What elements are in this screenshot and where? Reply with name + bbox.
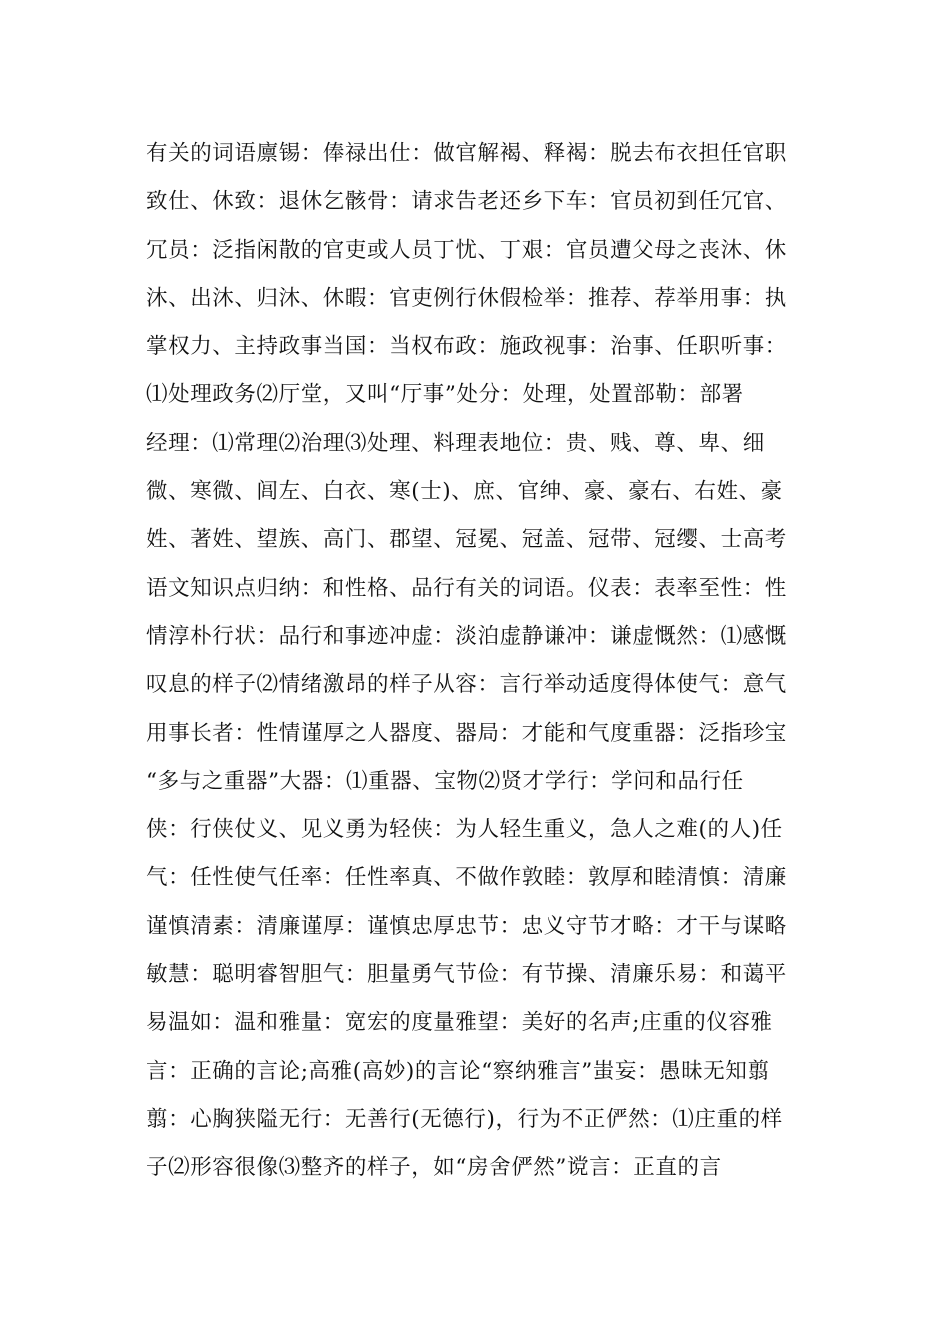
text-line-17: 谨慎清素：清廉谨厚：谨慎忠厚忠节：忠义守节才略：才干与谋略 <box>146 913 787 939</box>
text-line-2: 致仕、休致：退休乞骸骨：请求告老还乡下车：官员初到任冗官、 <box>146 189 787 215</box>
text-line-22: 子⑵形容很像⑶整齐的样子，如“房舍俨然”谠言：正直的言 <box>146 1155 722 1181</box>
text-line-3: 冗员：泛指闲散的官吏或人员丁忧、丁艰：官员遭父母之丧沐、休 <box>146 237 787 263</box>
text-line-21: 翦：心胸狭隘无行：无善行(无德行)，行为不正俨然：⑴庄重的样 <box>146 1106 783 1132</box>
text-line-7: 经理：⑴常理⑵治理⑶处理、料理表地位：贵、贱、尊、卑、细 <box>146 430 765 456</box>
text-line-12: 叹息的样子⑵情绪激昂的样子从容：言行举动适度得体使气：意气 <box>146 672 787 698</box>
text-line-14: “多与之重器”大器：⑴重器、宝物⑵贤才学行：学问和品行任 <box>146 768 744 794</box>
body-text <box>146 130 816 1193</box>
text-line-16: 气：任性使气任率：任性率真、不做作敦睦：敦厚和睦清慎：清廉 <box>146 865 787 891</box>
text-line-15: 侠：行侠仗义、见义勇为轻侠：为人轻生重义，急人之难(的人)任 <box>146 817 783 843</box>
text-line-13: 用事长者：性情谨厚之人器度、器局：才能和气度重器：泛指珍宝 <box>146 720 787 746</box>
text-line-6: ⑴处理政务⑵厅堂，又叫“厅事”处分：处理，处置部勒：部署 <box>146 382 744 408</box>
text-line-1: 有关的词语廪锡：俸禄出仕：做官解褐、释褐：脱去布衣担任官职 <box>146 141 787 166</box>
text-line-10: 语文知识点归纳：和性格、品行有关的词语。仪表：表率至性：性 <box>146 575 787 601</box>
text-line-18: 敏慧：聪明睿智胆气：胆量勇气节俭：有节操、清廉乐易：和蔼平 <box>146 962 787 988</box>
text-line-11: 情淳朴行状：品行和事迹冲虚：淡泊虚静谦冲：谦虚慨然：⑴感慨 <box>146 623 787 649</box>
text-line-9: 姓、著姓、望族、高门、郡望、冠冕、冠盖、冠带、冠缨、士高考 <box>146 527 787 553</box>
text-line-4: 沐、出沐、归沐、休暇：官吏例行休假检举：推荐、荐举用事：执 <box>146 285 787 311</box>
text-line-20: 言：正确的言论;高雅(高妙)的言论“察纳雅言”蚩妄：愚昧无知翦 <box>146 1058 770 1084</box>
text-line-8: 微、寒微、闾左、白衣、寒(士)、庶、官绅、豪、豪右、右姓、豪 <box>146 479 783 505</box>
text-line-5: 掌权力、主持政事当国：当权布政：施政视事：治事、任职听事： <box>146 334 787 360</box>
text-line-19: 易温如：温和雅量：宽宏的度量雅望：美好的名声;庄重的仪容雅 <box>146 1010 773 1036</box>
